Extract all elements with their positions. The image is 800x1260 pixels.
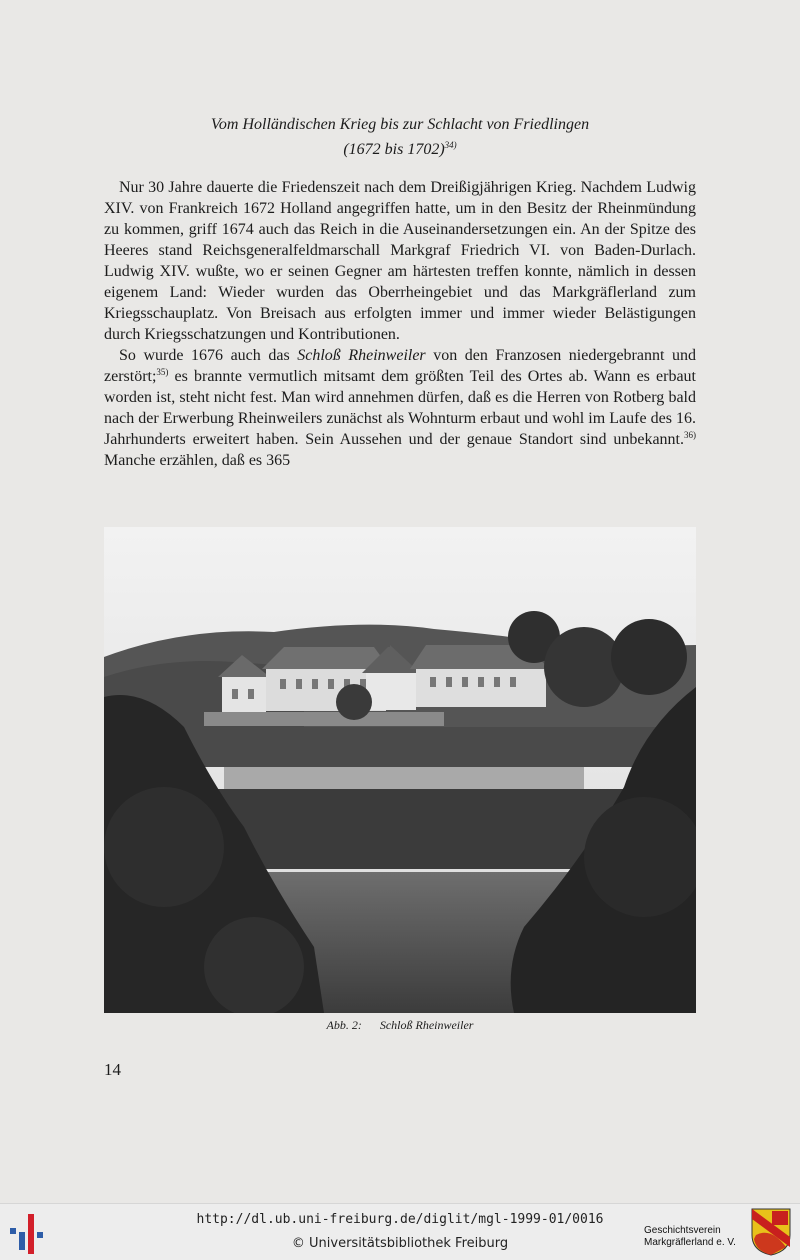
figure-title: Schloß Rheinweiler [379,1018,474,1032]
society-crest-icon[interactable] [750,1207,792,1257]
figure-caption [104,1018,696,1033]
page-number: 14 [104,1060,121,1079]
heading-years: (1672 bis 1702) [343,141,445,158]
paragraph-2-text-c: es brannte vermutlich mitsamt dem größten Teil des Ortes ab. Wann es erbaut worden ist, steht nicht fest. Man wird annehmen dürfen, daß es die Herren von Rotberg bald nach der Erwerbung Rheinweilers zunächst als Wohnturm erbaut und wohl im Laufe des 16. Jahrhunderts erweitert haben. Sein Aussehen und der genaue Standort sind unbekannt. [104,368,696,448]
society-line-2: Markgräflerland e. V. [644,1237,736,1248]
figure-number: Abb. 2: [326,1018,362,1032]
footnote-ref-36: 36) [684,430,696,440]
document-url-link[interactable]: http://dl.ub.uni-freiburg.de/diglit/mgl-1999-01/0016 [196,1212,604,1227]
paragraph-2-text-d: Manche erzählen, daß es 365 [104,452,291,469]
society-name [644,1225,736,1249]
castle-name-italic: Schloß Rheinweiler [297,347,426,364]
copyright-notice: © Universitätsbibliothek Freiburg [291,1236,509,1251]
viewer-footer [0,1203,800,1260]
heading-line-1: Vom Holländischen Krieg bis zur Schlacht von Friedlingen [210,116,590,133]
paragraph-1: Nur 30 Jahre dauerte die Friedenszeit nach dem Dreißigjährigen Krieg. Nachdem Ludwig XIV. von Frankreich 1672 Holland angegriffen hatte, um in den Besitz der Rheinmündung zu kommen, griff 1674 auch das Reich in die Auseinandersetzungen ein. An der Spitze des Heeres stand Reichsgeneralfeldmarschall Markgraf Friedrich VI. von Baden-Durlach. Ludwig XIV. wußte, wo er seinen Gegner am härtesten treffen konnte, nämlich in dessen eigenem Land: Wieder wurden das Oberrheingebiet und das Markgräflerland zum Kriegsschauplatz. Von Breisach aus erfolgten immer und immer wieder Belästigungen durch Kriegsschatzungen und Kontributionen. [104,179,696,343]
footnote-ref-34: 34) [444,140,457,150]
paragraph-2 [104,345,696,471]
paragraph-2-text-b: von den Franzosen niedergebrannt und zerstört; [104,347,696,385]
chapter-heading [104,114,696,160]
footnote-ref-35: 35) [156,367,169,377]
heading-line-2 [104,135,696,160]
body-text [104,177,696,471]
castle-photo-illustration [104,527,696,1013]
society-line-1: Geschichtsverein [644,1225,721,1236]
paragraph-2-text-a: So wurde 1676 auch das [119,347,298,364]
castle-photograph [104,527,696,1013]
